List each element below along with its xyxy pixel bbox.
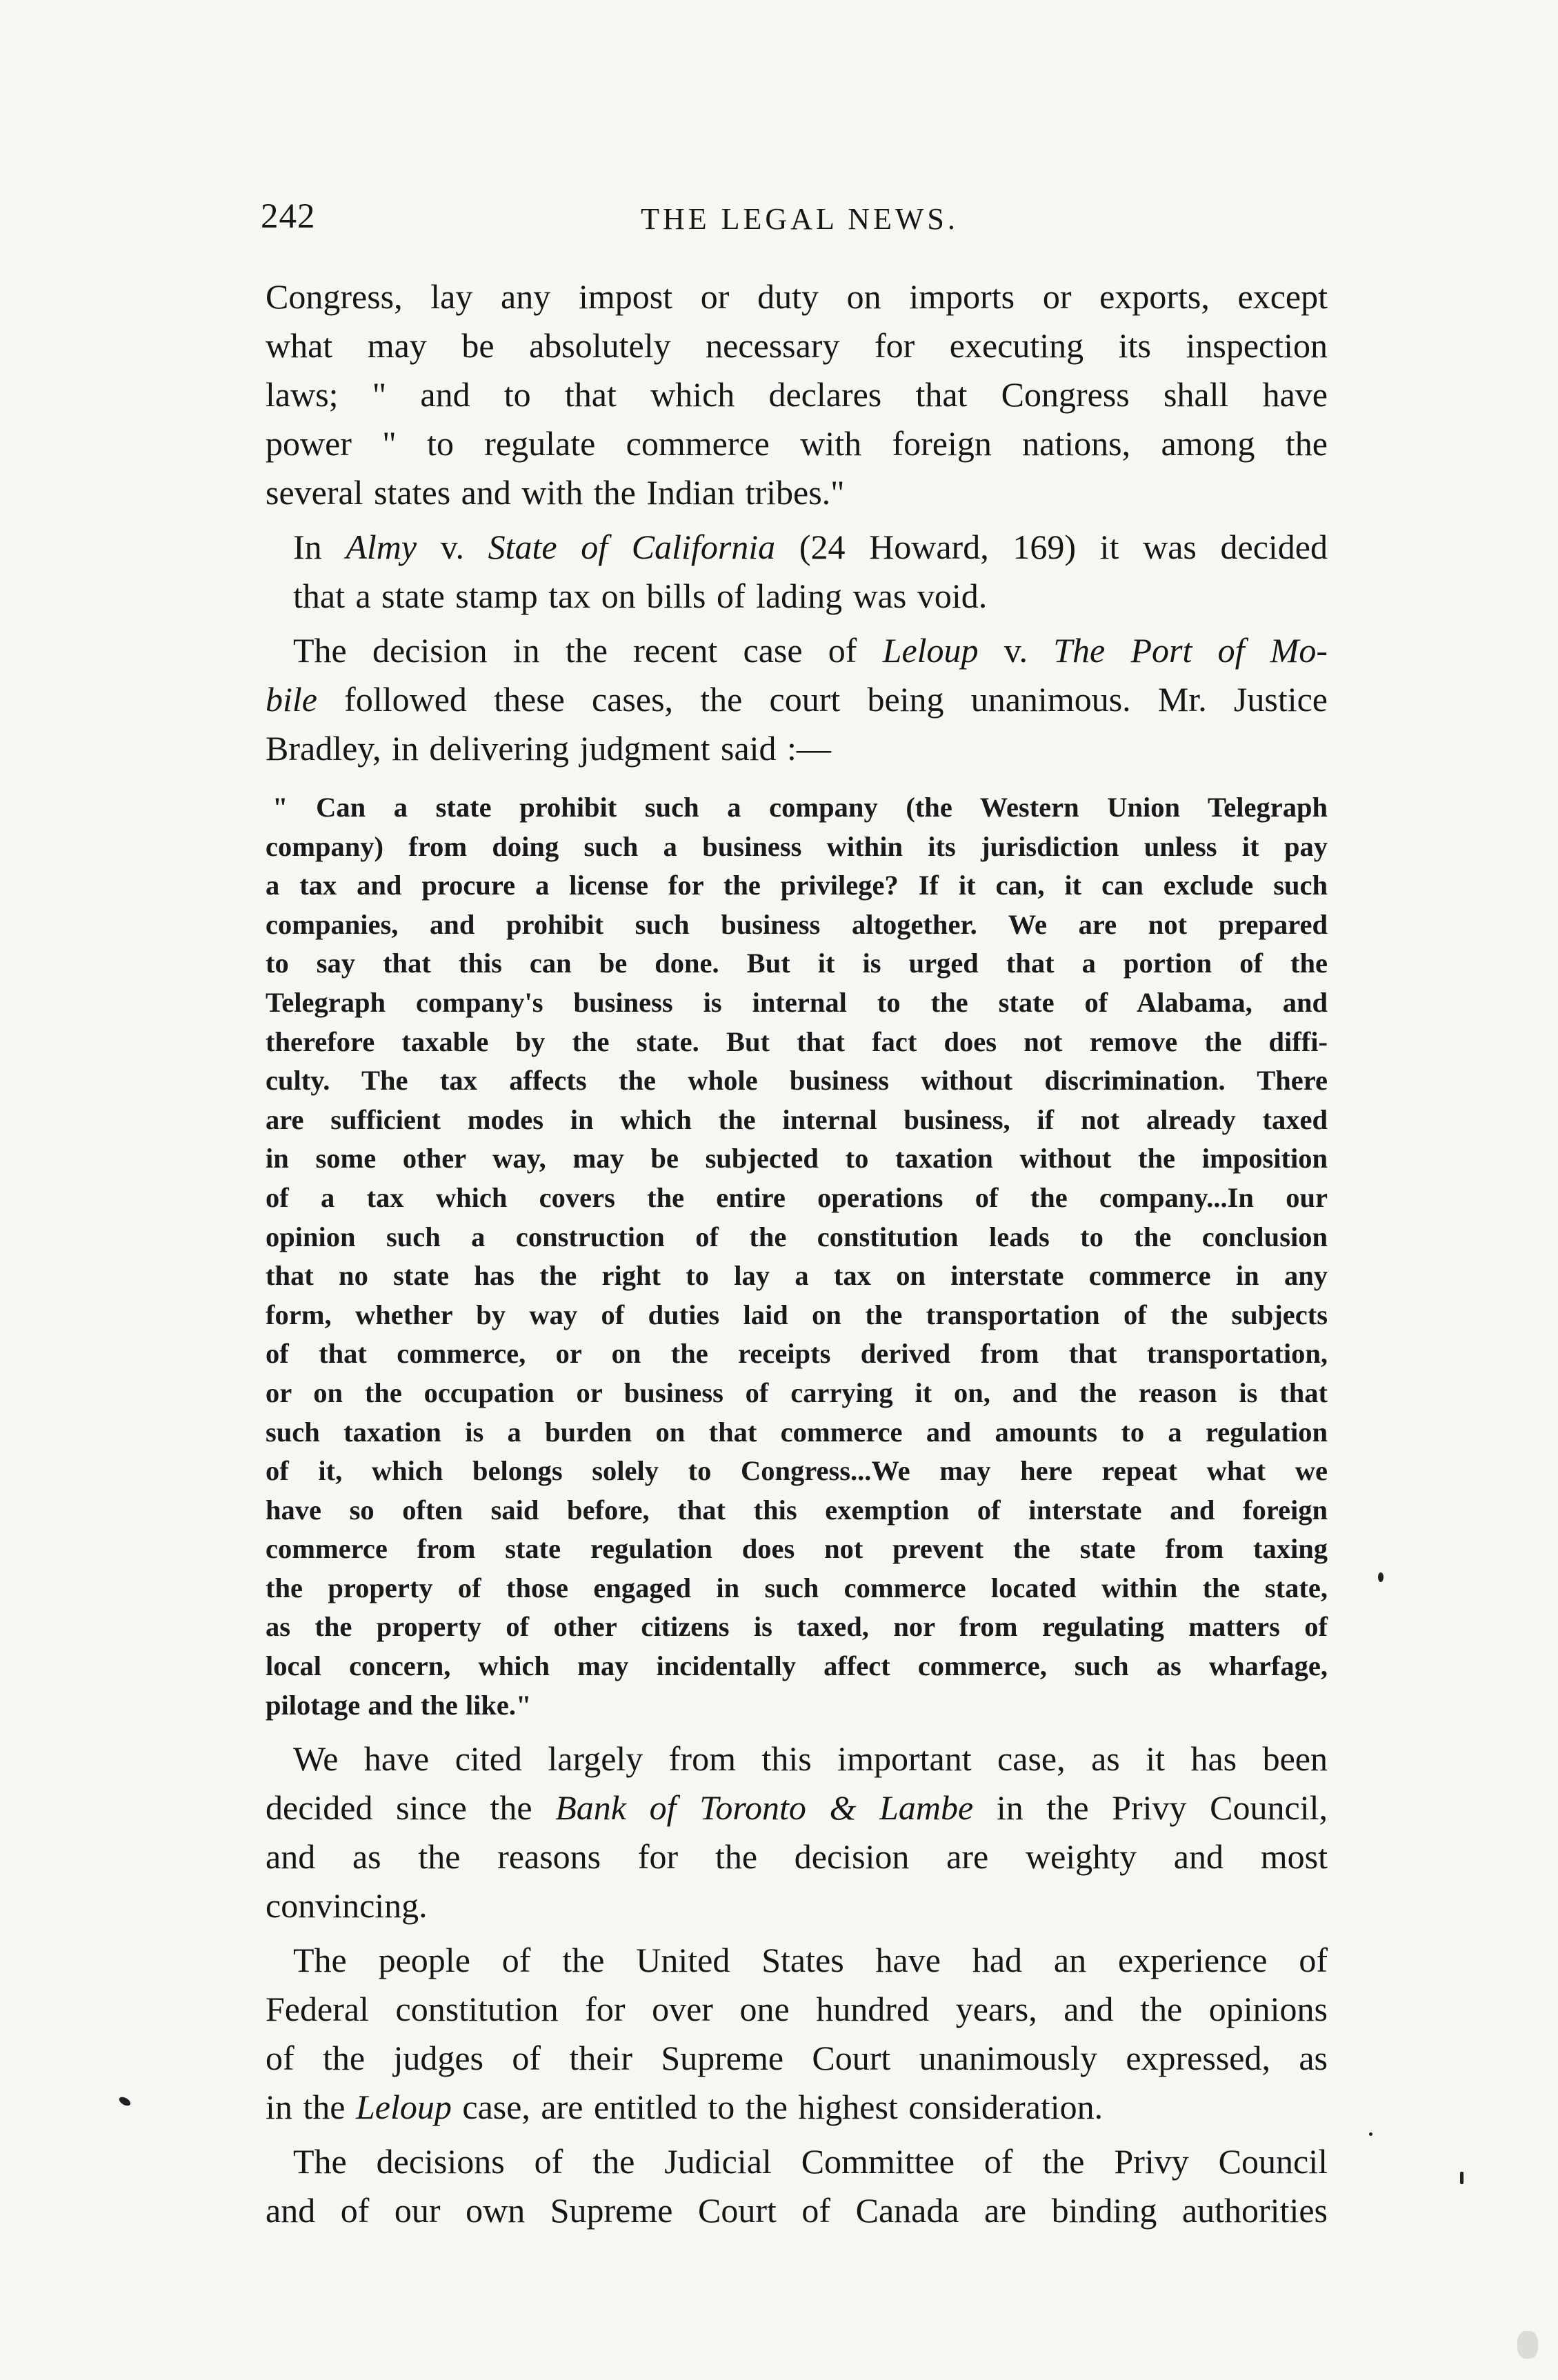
block-quote xyxy=(266,788,1328,1725)
quote-line: that no state has the right to lay a tax on interstate commerce in any xyxy=(266,1260,1328,1292)
text-line: what may be absolutely necessary for executing its inspection xyxy=(266,326,1328,365)
text-line: The people of the United States have had an experience of xyxy=(293,1941,1328,1980)
text-line: decided since the Bank of Toronto & Lambe in the Privy Council, xyxy=(266,1788,1328,1828)
paragraph-2 xyxy=(266,523,1328,621)
quote-line: as the property of other citizens is taxed, nor from regulating matters of xyxy=(266,1611,1328,1643)
text-line: in the Leloup case, are entitled to the highest consideration. xyxy=(266,2088,1103,2127)
paragraph-5 xyxy=(266,1936,1328,2132)
text-line: The decision in the recent case of Leloup v. The Port of Mo- xyxy=(293,631,1328,670)
text-line: Bradley, in delivering judgment said :— xyxy=(266,729,831,768)
text-line: of the judges of their Supreme Court unanimously expressed, as xyxy=(266,2039,1328,2078)
quote-line: therefore taxable by the state. But that fact does not remove the diffi- xyxy=(266,1026,1328,1057)
quote-line: of that commerce, or on the receipts derived from that transportation, xyxy=(266,1338,1328,1370)
text-line: The decisions of the Judicial Committee of the Privy Council xyxy=(293,2142,1328,2181)
text-line: Congress, lay any impost or duty on imports or exports, except xyxy=(266,277,1328,316)
page-number: 242 xyxy=(261,197,316,236)
case-name: Bank of Toronto & Lambe xyxy=(555,1788,974,1828)
text-line: that a state stamp tax on bills of lading was void. xyxy=(293,577,988,615)
quote-line: commerce from state regulation does not prevent the state from taxing xyxy=(266,1533,1328,1565)
text-line: and as the reasons for the decision are weighty and most xyxy=(266,1837,1328,1877)
quote-line: to say that this can be done. But it is urged that a portion of the xyxy=(266,948,1328,979)
quote-line: of it, which belongs solely to Congress...We may here repeat what we xyxy=(266,1455,1328,1487)
scan-speck xyxy=(1369,2132,1372,2136)
text-line: Federal constitution for over one hundred years, and the opinions xyxy=(266,1990,1328,2029)
case-name: The Port of Mo- xyxy=(1053,631,1328,670)
scan-speck xyxy=(118,2095,132,2108)
quote-line: company) from doing such a business within its jurisdiction unless it pay xyxy=(266,830,1328,862)
quote-line: are sufficient modes in which the internal business, if not already taxed xyxy=(266,1103,1328,1135)
text-line: power " to regulate commerce with foreign nations, among the xyxy=(266,424,1328,463)
quote-line: a tax and procure a license for the privilege? If it can, it can exclude such xyxy=(266,870,1328,901)
text-line: convincing. xyxy=(266,1886,428,1926)
quote-line: pilotage and the like." xyxy=(266,1689,532,1721)
quote-line: opinion such a construction of the constitution leads to the conclusion xyxy=(266,1221,1328,1252)
case-name: bile xyxy=(266,680,317,719)
text-line: In Almy v. State of California (24 Howard, 169) it was decided xyxy=(293,528,1328,566)
quote-line: or on the occupation or business of carrying it on, and the reason is that xyxy=(266,1377,1328,1408)
running-head: THE LEGAL NEWS. xyxy=(641,202,959,236)
quote-line: such taxation is a burden on that commerce and amounts to a regulation xyxy=(266,1416,1328,1448)
quote-line: in some other way, may be subjected to taxation without the imposition xyxy=(266,1143,1328,1174)
paragraph-3 xyxy=(266,626,1328,773)
scan-speck xyxy=(1460,2172,1464,2184)
text-line: several states and with the Indian tribes." xyxy=(266,473,845,512)
case-name: Almy xyxy=(346,528,417,566)
quote-line: local concern, which may incidentally affect commerce, such as wharfage, xyxy=(266,1650,1328,1682)
quote-line: culty. The tax affects the whole business without discrimination. There xyxy=(266,1065,1328,1097)
text-line: laws; " and to that which declares that Congress shall have xyxy=(266,375,1328,414)
text-line: We have cited largely from this important case, as it has been xyxy=(293,1739,1328,1779)
quote-line: of a tax which covers the entire operations of the company...In our xyxy=(266,1181,1328,1213)
scan-speck xyxy=(1517,2331,1538,2359)
quote-line: companies, and prohibit such business altogether. We are not prepared xyxy=(266,908,1328,940)
text-line: bile followed these cases, the court being unanimous. Mr. Justice xyxy=(266,680,1328,719)
paragraph-4 xyxy=(266,1734,1328,1930)
quote-line: Telegraph company's business is internal to the state of Alabama, and xyxy=(266,986,1328,1018)
quote-line: the property of those engaged in such commerce located within the state, xyxy=(266,1572,1328,1603)
case-name: State of California xyxy=(488,528,776,566)
quote-line: form, whether by way of duties laid on the transportation of the subjects xyxy=(266,1299,1328,1330)
quote-line: have so often said before, that this exemption of interstate and foreign xyxy=(266,1494,1328,1526)
scan-speck xyxy=(1378,1572,1384,1582)
quote-line: " Can a state prohibit such a company (the Western Union Telegraph xyxy=(272,792,1328,823)
paragraph-6 xyxy=(266,2137,1328,2235)
case-name: Leloup xyxy=(882,631,979,670)
text-column xyxy=(266,272,1328,2235)
case-name: Leloup xyxy=(355,2088,452,2127)
text-line: and of our own Supreme Court of Canada are binding authorities xyxy=(266,2191,1328,2230)
paragraph-1 xyxy=(266,272,1328,517)
